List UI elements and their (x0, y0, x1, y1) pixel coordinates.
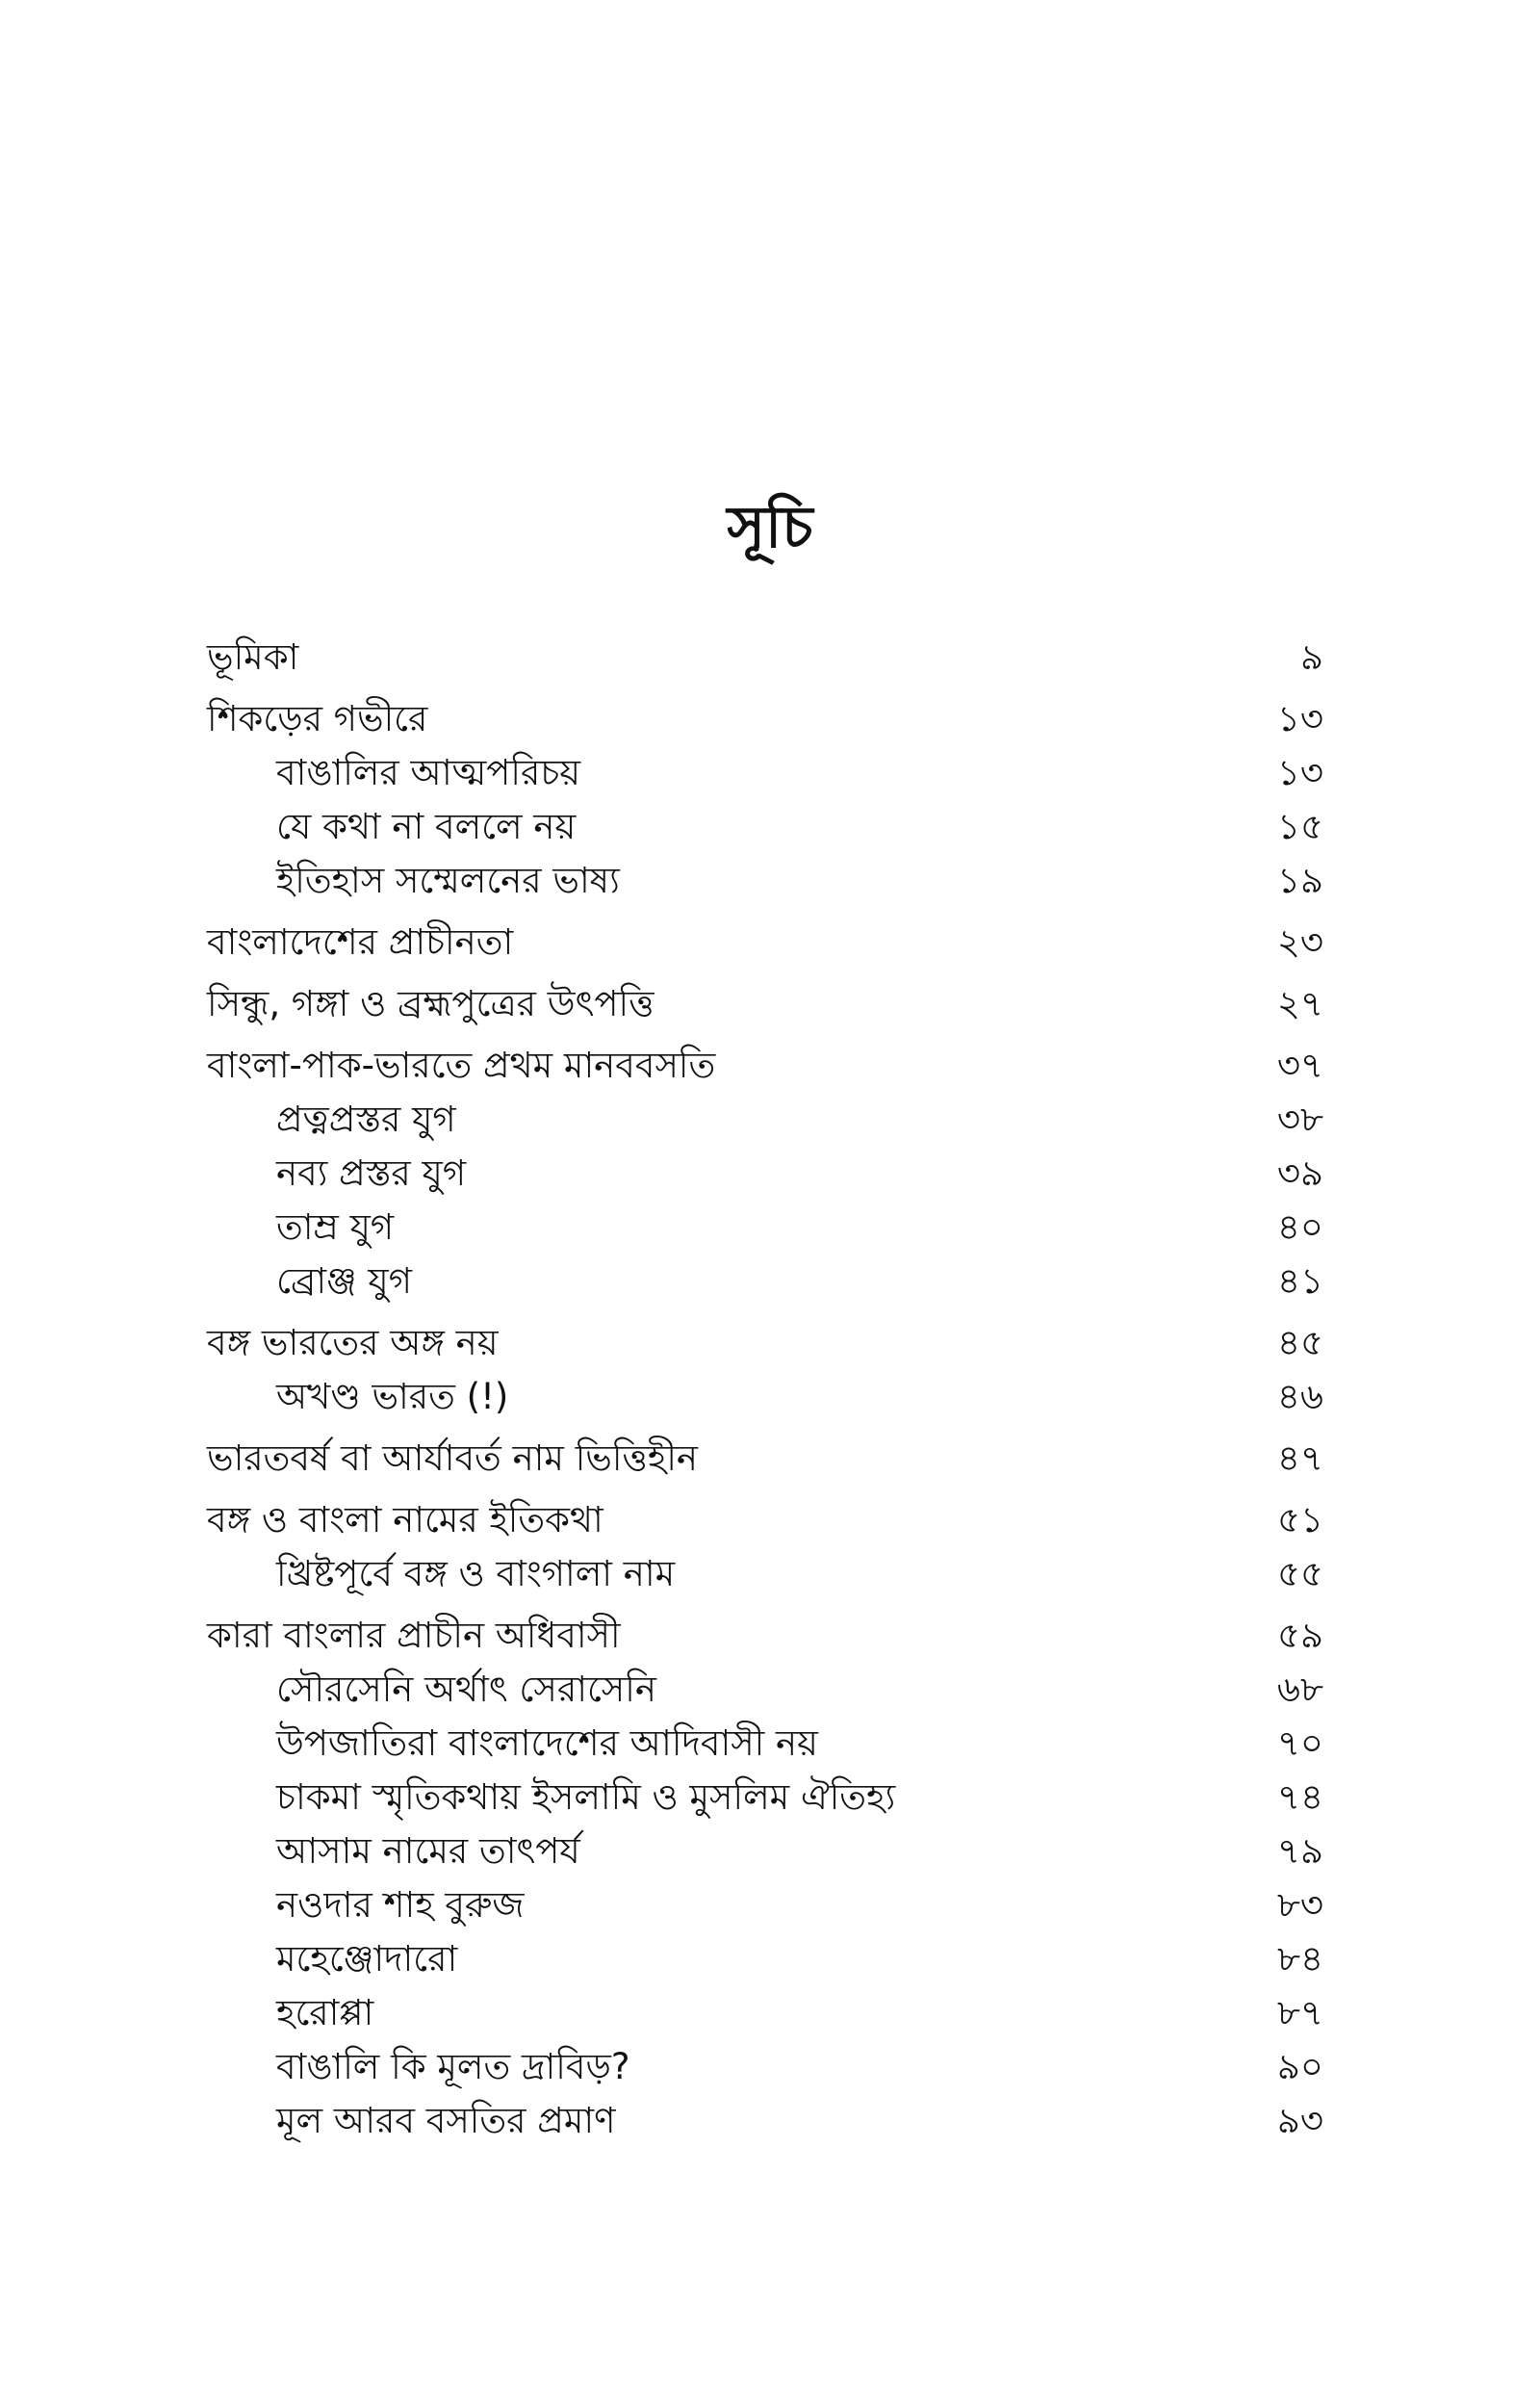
toc-page-number: ২৩ (1276, 921, 1323, 963)
toc-section-row (207, 1093, 1323, 1147)
toc-chapter-title: কারা বাংলার প্রাচীন অধিবাসী (207, 1615, 621, 1656)
toc-section-title: মহেঞ্জোদারো (276, 1938, 458, 1980)
toc-chapter-title: বঙ্গ ও বাংলা নামের ইতিকথা (207, 1499, 603, 1540)
toc-section-title: খ্রিষ্টপূর্বে বঙ্গ ও বাংগালা নাম (276, 1553, 676, 1594)
toc-page-number: ১৩ (1276, 752, 1323, 793)
toc-section-title: তাম্র যুগ (276, 1206, 395, 1248)
toc-page-number: ৭০ (1276, 1722, 1323, 1764)
toc-section-row (207, 1147, 1323, 1201)
toc-page-number: ৩৯ (1276, 1152, 1323, 1194)
toc-chapter-title: বঙ্গ ভারতের অঙ্গ নয় (207, 1322, 499, 1363)
toc-section-row (207, 1771, 1323, 1825)
toc-chapter-title: শিকড়ের গভীরে (207, 698, 428, 739)
toc-chapter-row (207, 977, 1323, 1031)
toc-chapter-row (207, 1316, 1323, 1370)
toc-section-row (207, 1717, 1323, 1771)
toc-section-title: ইতিহাস সম্মেলনের ভাষ্য (276, 860, 620, 901)
toc-chapter-row (207, 631, 1323, 685)
toc-section-row (207, 746, 1323, 800)
toc-page-number: ২৭ (1276, 983, 1323, 1024)
toc-page-number: ৫৫ (1276, 1553, 1323, 1594)
toc-page-number: ৫৯ (1276, 1615, 1323, 1656)
table-of-contents (207, 631, 1323, 2148)
toc-section-row (207, 2040, 1323, 2094)
toc-section-title: প্রত্নপ্রস্তর যুগ (276, 1099, 456, 1140)
toc-section-row (207, 1825, 1323, 1878)
toc-section-title: হরোপ্পা (276, 1992, 374, 2033)
toc-section-title: নওদার শাহ বুরুজ (276, 1884, 525, 1926)
toc-section-row (207, 1663, 1323, 1717)
toc-page-number: ৯০ (1276, 2046, 1323, 2087)
toc-chapter-row (207, 1493, 1323, 1547)
toc-page-number: ৩৭ (1276, 1045, 1323, 1086)
toc-section-row (207, 1986, 1323, 2040)
toc-section-title: যে কথা না বললে নয় (276, 806, 577, 847)
toc-page-number: ৯ (1299, 636, 1323, 678)
toc-section-title: নব্য প্রস্তর যুগ (276, 1152, 467, 1194)
toc-chapter-title: ভূমিকা (207, 636, 299, 678)
toc-page-number: ৭৯ (1276, 1830, 1323, 1872)
toc-page-number: ৪৬ (1276, 1376, 1323, 1417)
toc-page-number: ৫১ (1276, 1499, 1323, 1540)
toc-page-number: ৯৩ (1276, 2100, 1323, 2141)
toc-page-number: ৮৪ (1276, 1938, 1323, 1980)
toc-section-title: চাকমা স্মৃতিকথায় ইসলামি ও মুসলিম ঐতিহ্য (276, 1776, 896, 1818)
toc-section-title: সৌরসেনি অর্থাৎ সেরাসেনি (276, 1669, 656, 1710)
toc-chapter-title: বাংলা-পাক-ভারতে প্রথম মানববসতি (207, 1045, 716, 1086)
toc-section-row (207, 854, 1323, 908)
toc-page-number: ৪০ (1276, 1206, 1323, 1248)
toc-chapter-title: ভারতবর্ষ বা আর্যাবর্ত নাম ভিত্তিহীন (207, 1437, 699, 1479)
toc-page-number: ৩৮ (1276, 1099, 1323, 1140)
toc-section-title: অখণ্ড ভারত (!) (276, 1376, 509, 1417)
toc-chapter-row (207, 1432, 1323, 1486)
toc-section-title: মূল আরব বসতির প্রমাণ (276, 2100, 616, 2141)
toc-section-row (207, 1370, 1323, 1424)
toc-page-number: ১৩ (1276, 698, 1323, 739)
toc-section-row (207, 2094, 1323, 2148)
toc-page-number: ৭৪ (1276, 1776, 1323, 1818)
toc-page-number: ১৫ (1276, 806, 1323, 847)
toc-chapter-row (207, 916, 1323, 970)
toc-section-row (207, 1932, 1323, 1986)
toc-chapter-title: বাংলাদেশের প্রাচীনতা (207, 921, 514, 963)
toc-section-row (207, 1878, 1323, 1932)
toc-chapter-row (207, 1039, 1323, 1093)
toc-page-number: ৮৭ (1276, 1992, 1323, 2033)
toc-page-number: ৪১ (1276, 1260, 1323, 1302)
toc-page-number: ১৯ (1276, 860, 1323, 901)
toc-chapter-row (207, 1609, 1323, 1663)
toc-section-title: বাঙালির আত্মপরিচয় (276, 752, 581, 793)
toc-section-title: ব্রোঞ্জ যুগ (276, 1260, 412, 1302)
toc-section-title: উপজাতিরা বাংলাদেশের আদিবাসী নয় (276, 1722, 818, 1764)
toc-page-number: ৮৩ (1276, 1884, 1323, 1926)
toc-section-row (207, 1255, 1323, 1308)
toc-page-number: ৬৮ (1276, 1669, 1323, 1710)
toc-page-number: ৪৭ (1276, 1437, 1323, 1479)
toc-section-row (207, 1201, 1323, 1255)
toc-page-number: ৪৫ (1276, 1322, 1323, 1363)
toc-chapter-row (207, 692, 1323, 746)
toc-section-row (207, 1547, 1323, 1601)
toc-section-row (207, 800, 1323, 854)
toc-section-title: বাঙালি কি মূলত দ্রাবিড়? (276, 2046, 630, 2087)
toc-chapter-title: সিন্ধু, গঙ্গা ও ব্রহ্মপুত্রের উৎপত্তি (207, 983, 654, 1024)
page-title: সূচি (727, 494, 813, 561)
toc-section-title: আসাম নামের তাৎপর্য (276, 1830, 580, 1872)
